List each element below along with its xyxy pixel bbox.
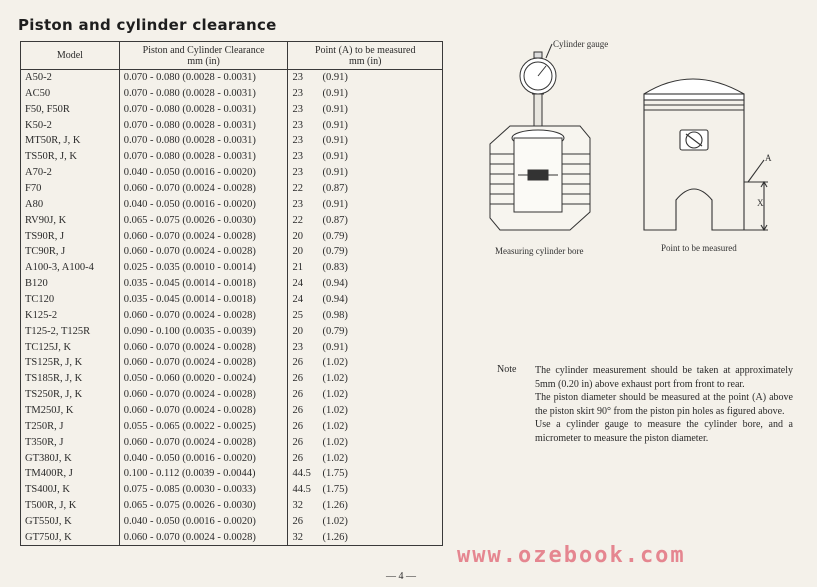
clearance-cell: 0.040 - 0.050 (0.0016 - 0.0020) (119, 196, 288, 212)
clearance-cell: 0.090 - 0.100 (0.0035 - 0.0039) (119, 323, 288, 339)
measure-point-in: (1.02) (322, 373, 348, 385)
clearance-cell: 0.060 - 0.070 (0.0024 - 0.0028) (119, 181, 288, 197)
measure-point-cell (288, 196, 443, 212)
measure-point-cell (288, 529, 443, 545)
measure-point-in: (0.83) (322, 262, 348, 274)
measure-point-cell (288, 418, 443, 434)
measure-point-cell (288, 133, 443, 149)
model-cell: TS90R, J (21, 228, 120, 244)
table-row (21, 529, 443, 545)
clearance-cell: 0.035 - 0.045 (0.0014 - 0.0018) (119, 292, 288, 308)
table-row (21, 450, 443, 466)
point-column-header (288, 42, 443, 70)
model-cell: A80 (21, 196, 120, 212)
table-row (21, 244, 443, 260)
table-row (21, 133, 443, 149)
clearance-cell: 0.055 - 0.065 (0.0022 - 0.0025) (119, 418, 288, 434)
measure-point-in: (0.79) (322, 230, 348, 242)
table-row (21, 387, 443, 403)
model-column-header: Model (21, 42, 120, 70)
table-row (21, 228, 443, 244)
clearance-cell: 0.040 - 0.050 (0.0016 - 0.0020) (119, 514, 288, 530)
clearance-cell: 0.060 - 0.070 (0.0024 - 0.0028) (119, 387, 288, 403)
clearance-column-header (119, 42, 288, 70)
measure-point-mm: 20 (292, 246, 303, 258)
measure-point-mm: 21 (292, 262, 303, 274)
table-row (21, 434, 443, 450)
measure-point-mm: 44.5 (292, 484, 311, 496)
table-row (21, 482, 443, 498)
table-row (21, 498, 443, 514)
measure-point-cell (288, 307, 443, 323)
note-body (535, 364, 793, 446)
measure-point-mm: 23 (292, 341, 303, 353)
measure-point-cell (288, 228, 443, 244)
model-cell: GT750J, K (21, 529, 120, 545)
table-row (21, 181, 443, 197)
cylinder-bore-figure (470, 34, 610, 244)
measure-point-mm: 23 (292, 119, 303, 131)
watermark: www.ozebook.com (457, 543, 686, 568)
clearance-cell: 0.040 - 0.050 (0.0016 - 0.0020) (119, 165, 288, 181)
table-row (21, 260, 443, 276)
measure-point-cell (288, 403, 443, 419)
clearance-cell: 0.100 - 0.112 (0.0039 - 0.0044) (119, 466, 288, 482)
model-cell: TC90R, J (21, 244, 120, 260)
table-row (21, 70, 443, 86)
model-cell: F50, F50R (21, 101, 120, 117)
table-row (21, 117, 443, 133)
measure-point-cell (288, 70, 443, 86)
table-row (21, 196, 443, 212)
measure-point-in: (1.75) (322, 484, 348, 496)
table-row (21, 403, 443, 419)
clearance-table (20, 41, 443, 546)
measure-point-mm: 32 (292, 500, 303, 512)
clearance-cell: 0.070 - 0.080 (0.0028 - 0.0031) (119, 117, 288, 133)
measure-point-in: (0.91) (322, 135, 348, 147)
clearance-cell: 0.060 - 0.070 (0.0024 - 0.0028) (119, 529, 288, 545)
measure-point-in: (0.91) (322, 341, 348, 353)
clearance-cell: 0.070 - 0.080 (0.0028 - 0.0031) (119, 149, 288, 165)
clearance-cell: 0.060 - 0.070 (0.0024 - 0.0028) (119, 228, 288, 244)
clearance-cell: 0.050 - 0.060 (0.0020 - 0.0024) (119, 371, 288, 387)
measure-point-mm: 26 (292, 436, 303, 448)
table-row (21, 101, 443, 117)
model-cell: TS250R, J, K (21, 387, 120, 403)
measure-point-cell (288, 514, 443, 530)
measure-point-mm: 23 (292, 167, 303, 179)
model-cell: A70-2 (21, 165, 120, 181)
cylinder-bore-caption: Measuring cylinder bore (495, 246, 584, 256)
table-row (21, 165, 443, 181)
measure-point-mm: 26 (292, 404, 303, 416)
measure-point-mm: 26 (292, 420, 303, 432)
clearance-cell: 0.065 - 0.075 (0.0026 - 0.0030) (119, 498, 288, 514)
table-row (21, 149, 443, 165)
measure-point-cell (288, 466, 443, 482)
measure-point-mm: 22 (292, 214, 303, 226)
measure-point-in: (1.02) (322, 420, 348, 432)
measure-point-cell (288, 498, 443, 514)
clearance-cell: 0.070 - 0.080 (0.0028 - 0.0031) (119, 85, 288, 101)
measure-point-mm: 44.5 (292, 468, 311, 480)
measure-point-in: (1.02) (322, 515, 348, 527)
measure-point-mm: 26 (292, 357, 303, 369)
table-row (21, 85, 443, 101)
table-row (21, 466, 443, 482)
model-cell: GT380J, K (21, 450, 120, 466)
model-cell: TM250J, K (21, 403, 120, 419)
measure-point-in: (1.02) (322, 357, 348, 369)
model-cell: MT50R, J, K (21, 133, 120, 149)
clearance-cell: 0.070 - 0.080 (0.0028 - 0.0031) (119, 70, 288, 86)
clearance-cell: 0.040 - 0.050 (0.0016 - 0.0020) (119, 450, 288, 466)
measure-point-in: (0.91) (322, 103, 348, 115)
note-paragraph: The piston diameter should be measured at the point (A) above the piston skirt 90° from the piston pin holes as figured above. (535, 392, 793, 417)
table-row (21, 307, 443, 323)
model-cell: K125-2 (21, 307, 120, 323)
table-row (21, 339, 443, 355)
measure-point-mm: 24 (292, 278, 303, 290)
clearance-cell: 0.060 - 0.070 (0.0024 - 0.0028) (119, 403, 288, 419)
measure-point-mm: 26 (292, 515, 303, 527)
measure-point-in: (1.75) (322, 468, 348, 480)
measure-point-mm: 26 (292, 452, 303, 464)
model-cell: A50-2 (21, 70, 120, 86)
table-row (21, 355, 443, 371)
measure-point-in: (0.98) (322, 309, 348, 321)
measure-point-in: (0.91) (322, 72, 348, 84)
measure-point-mm: 23 (292, 87, 303, 99)
measure-point-cell (288, 117, 443, 133)
model-cell: TS50R, J, K (21, 149, 120, 165)
model-cell: TC120 (21, 292, 120, 308)
model-cell: AC50 (21, 85, 120, 101)
measure-point-cell (288, 450, 443, 466)
measure-point-cell (288, 482, 443, 498)
measure-point-in: (0.91) (322, 87, 348, 99)
measure-point-in: (1.02) (322, 436, 348, 448)
page-number: — 4 — (386, 571, 416, 582)
model-cell: T500R, J, K (21, 498, 120, 514)
measure-point-in: (0.79) (322, 246, 348, 258)
table-row (21, 276, 443, 292)
measure-point-mm: 22 (292, 182, 303, 194)
clearance-header-line1: Piston and Cylinder Clearance (142, 44, 265, 56)
clearance-header-line2: mm (in) (187, 55, 220, 67)
measure-point-in: (1.02) (322, 404, 348, 416)
measure-point-mm: 20 (292, 325, 303, 337)
model-cell: T350R, J (21, 434, 120, 450)
measure-point-cell (288, 387, 443, 403)
measure-point-cell (288, 181, 443, 197)
piston-caption: Point to be measured (661, 243, 737, 253)
measure-point-cell (288, 276, 443, 292)
note-paragraph: Use a cylinder gauge to measure the cylinder bore, and a micrometer to measure the piston diameter. (535, 419, 793, 444)
model-cell: F70 (21, 181, 120, 197)
model-cell: K50-2 (21, 117, 120, 133)
model-cell: B120 (21, 276, 120, 292)
measure-point-mm: 24 (292, 293, 303, 305)
clearance-cell: 0.065 - 0.075 (0.0026 - 0.0030) (119, 212, 288, 228)
note-label: Note (497, 364, 517, 375)
measure-point-in: (0.79) (322, 325, 348, 337)
measure-point-cell (288, 371, 443, 387)
measure-point-in: (0.94) (322, 293, 348, 305)
measure-point-mm: 23 (292, 198, 303, 210)
model-cell: TS125R, J, K (21, 355, 120, 371)
measure-point-cell (288, 339, 443, 355)
measure-point-in: (1.02) (322, 452, 348, 464)
table-row (21, 418, 443, 434)
clearance-cell: 0.060 - 0.070 (0.0024 - 0.0028) (119, 434, 288, 450)
measure-point-in: (0.91) (322, 167, 348, 179)
measure-point-cell (288, 292, 443, 308)
cylinder-gauge-label: Cylinder gauge (553, 39, 609, 49)
measure-point-cell (288, 85, 443, 101)
model-cell: RV90J, K (21, 212, 120, 228)
measure-point-in: (0.87) (322, 214, 348, 226)
point-header-line2: mm (in) (348, 55, 382, 67)
clearance-cell: 0.060 - 0.070 (0.0024 - 0.0028) (119, 244, 288, 260)
page-title: Piston and cylinder clearance (18, 16, 277, 34)
measure-point-mm: 25 (292, 309, 303, 321)
piston-label-x: X (757, 198, 764, 208)
measure-point-in: (0.91) (322, 198, 348, 210)
measure-point-mm: 20 (292, 230, 303, 242)
model-cell: GT550J, K (21, 514, 120, 530)
measure-point-mm: 32 (292, 531, 303, 543)
piston-label-a: A (765, 153, 772, 163)
measure-point-mm: 23 (292, 103, 303, 115)
clearance-cell: 0.070 - 0.080 (0.0028 - 0.0031) (119, 101, 288, 117)
table-row (21, 212, 443, 228)
measure-point-cell (288, 101, 443, 117)
clearance-cell: 0.060 - 0.070 (0.0024 - 0.0028) (119, 307, 288, 323)
measure-point-cell (288, 212, 443, 228)
measure-point-mm: 23 (292, 135, 303, 147)
measure-point-cell (288, 355, 443, 371)
measure-point-in: (0.91) (322, 151, 348, 163)
measure-point-in: (1.26) (322, 500, 348, 512)
table-row (21, 292, 443, 308)
clearance-cell: 0.035 - 0.045 (0.0014 - 0.0018) (119, 276, 288, 292)
clearance-cell: 0.025 - 0.035 (0.0010 - 0.0014) (119, 260, 288, 276)
model-cell: TM400R, J (21, 466, 120, 482)
measure-point-in: (0.91) (322, 119, 348, 131)
measure-point-in: (0.94) (322, 278, 348, 290)
model-cell: TS185R, J, K (21, 371, 120, 387)
model-cell: TS400J, K (21, 482, 120, 498)
clearance-cell: 0.060 - 0.070 (0.0024 - 0.0028) (119, 339, 288, 355)
measure-point-cell (288, 149, 443, 165)
measure-point-mm: 26 (292, 389, 303, 401)
clearance-cell: 0.070 - 0.080 (0.0028 - 0.0031) (119, 133, 288, 149)
table-row (21, 323, 443, 339)
point-header-line1: Point (A) to be measured (314, 44, 416, 56)
table-row (21, 514, 443, 530)
model-cell: T250R, J (21, 418, 120, 434)
note-paragraph: The cylinder measurement should be taken at approximately 5mm (0.20 in) above exhaust port from front to rear. (535, 365, 793, 390)
measure-point-in: (0.87) (322, 182, 348, 194)
model-cell: T125-2, T125R (21, 323, 120, 339)
measure-point-cell (288, 260, 443, 276)
measure-point-mm: 23 (292, 72, 303, 84)
measure-point-cell (288, 323, 443, 339)
measure-point-mm: 23 (292, 151, 303, 163)
measure-point-in: (1.02) (322, 389, 348, 401)
measure-point-mm: 26 (292, 373, 303, 385)
table-body (21, 70, 443, 546)
clearance-cell: 0.075 - 0.085 (0.0030 - 0.0033) (119, 482, 288, 498)
clearance-cell: 0.060 - 0.070 (0.0024 - 0.0028) (119, 355, 288, 371)
model-cell: A100-3, A100-4 (21, 260, 120, 276)
cylinder-gauge-illustration (470, 34, 610, 244)
table-row (21, 371, 443, 387)
measure-point-in: (1.26) (322, 531, 348, 543)
model-cell: TC125J, K (21, 339, 120, 355)
measure-point-cell (288, 165, 443, 181)
measure-point-cell (288, 434, 443, 450)
table-header-row (21, 42, 443, 70)
measure-point-cell (288, 244, 443, 260)
